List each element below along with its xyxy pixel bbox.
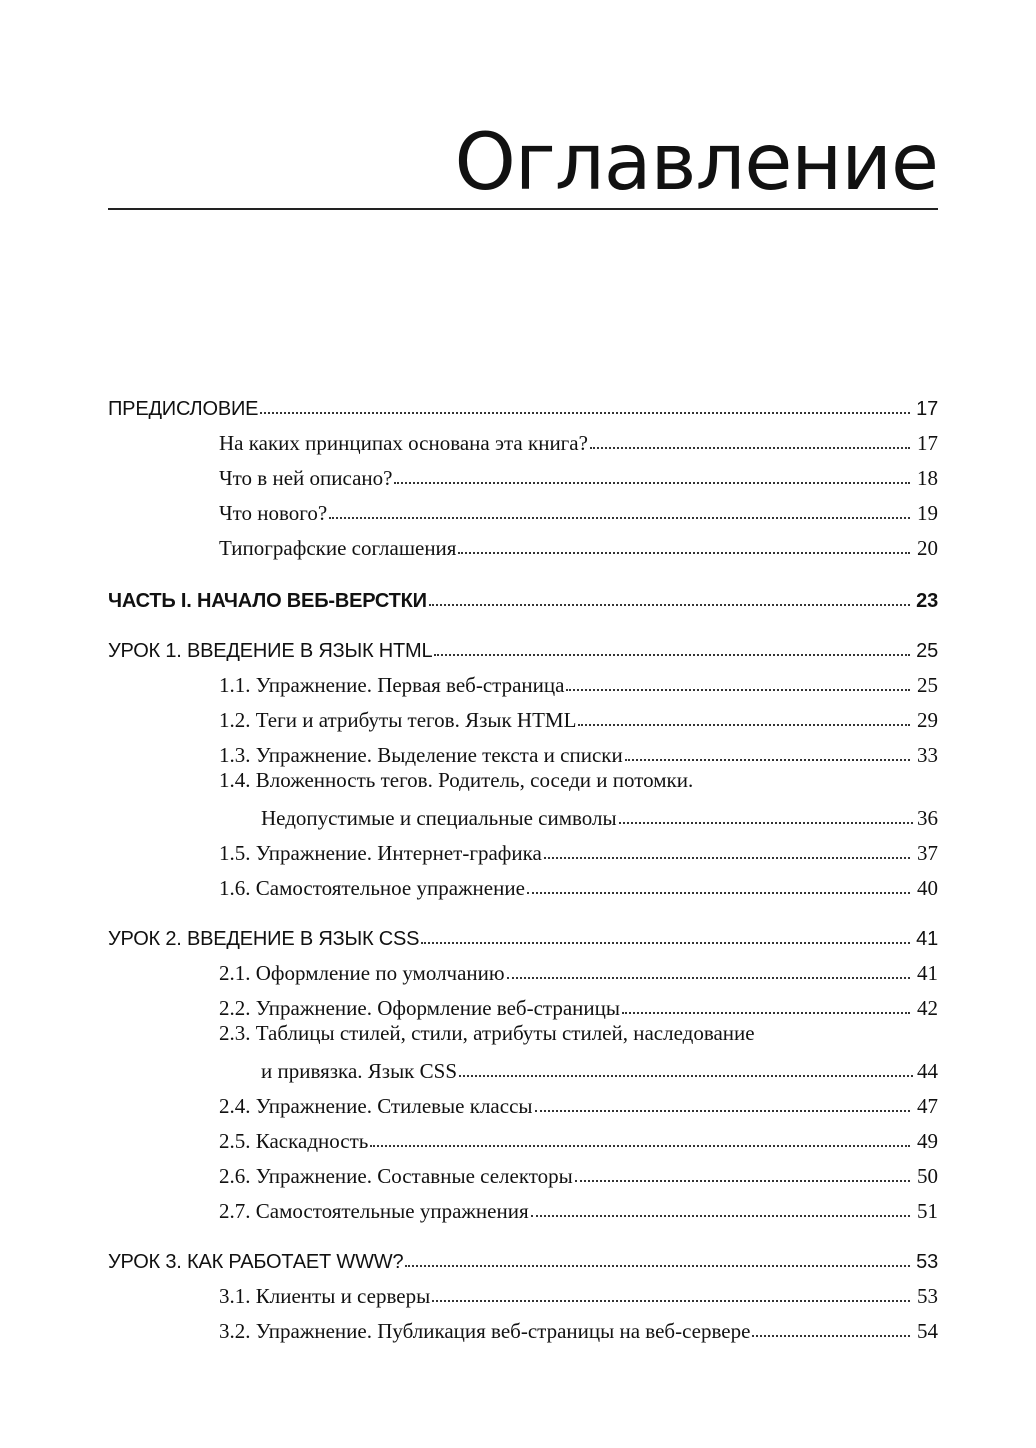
dot-leader — [622, 1012, 910, 1014]
toc-entry-label: 2.1. Оформление по умолчанию — [219, 961, 505, 985]
toc-page-number: 25 — [916, 640, 938, 662]
toc-subentry[interactable] — [108, 831, 938, 866]
dot-leader — [531, 1215, 910, 1217]
toc-subentry-multiline[interactable] — [108, 768, 938, 831]
dot-leader — [421, 942, 910, 944]
toc-entry-part-1[interactable] — [108, 578, 938, 613]
toc-subentry[interactable] — [108, 1084, 938, 1119]
toc-page-number: 41 — [916, 928, 938, 950]
toc-page-number: 53 — [916, 1251, 938, 1273]
toc-page-number: 25 — [917, 673, 938, 697]
dot-leader — [625, 759, 910, 761]
toc-subentry[interactable] — [108, 1274, 938, 1309]
dot-leader — [458, 552, 910, 554]
toc-page-number: 40 — [917, 876, 938, 900]
dot-leader — [329, 517, 910, 519]
dot-leader — [575, 1180, 910, 1182]
toc-subentry[interactable] — [108, 951, 938, 986]
toc-entry-label: Что нового? — [219, 501, 328, 525]
toc-subentry[interactable] — [108, 698, 938, 733]
toc-page-number: 42 — [917, 996, 938, 1020]
toc-entry-label: 1.2. Теги и атрибуты тегов. Язык HTML — [219, 708, 577, 732]
toc-entry-label: 2.4. Упражнение. Стилевые классы — [219, 1094, 533, 1118]
dot-leader — [429, 604, 910, 606]
page-title: Оглавление — [454, 118, 938, 208]
toc-page-number: 36 — [917, 806, 938, 830]
title-rule — [108, 208, 938, 210]
toc-subentry[interactable] — [108, 421, 938, 456]
toc-subentry-multiline[interactable] — [108, 1021, 938, 1084]
toc-entry-label: 2.3. Таблицы стилей, стили, атрибуты стилей, наследование — [219, 1021, 755, 1045]
dot-leader — [566, 689, 910, 691]
table-of-contents — [108, 386, 938, 1344]
dot-leader — [432, 1300, 910, 1302]
dot-leader — [405, 1265, 910, 1267]
toc-entry-label: УРОК 2. ВВЕДЕНИЕ В ЯЗЫК CSS — [108, 928, 420, 950]
toc-subentry[interactable] — [108, 1189, 938, 1224]
toc-page-number: 50 — [917, 1164, 938, 1188]
toc-subentry[interactable] — [108, 1119, 938, 1154]
dot-leader — [434, 654, 910, 656]
toc-entry-label: 1.6. Самостоятельное упражнение — [219, 876, 525, 900]
toc-subentry[interactable] — [108, 526, 938, 561]
dot-leader — [535, 1110, 911, 1112]
toc-entry-label: 2.2. Упражнение. Оформление веб-страницы — [219, 996, 620, 1020]
dot-leader — [459, 1075, 913, 1077]
toc-subentry[interactable] — [108, 986, 938, 1021]
toc-entry-label: 1.5. Упражнение. Интернет-графика — [219, 841, 542, 865]
toc-page-number: 29 — [917, 708, 938, 732]
toc-entry-lesson-1[interactable] — [108, 628, 938, 663]
toc-entry-label: 3.1. Клиенты и серверы — [219, 1284, 431, 1308]
toc-subentry[interactable] — [108, 733, 938, 768]
toc-entry-lesson-3[interactable] — [108, 1239, 938, 1274]
toc-entry-label: 1.1. Упражнение. Первая веб-страница — [219, 673, 565, 697]
toc-subentry[interactable] — [108, 1309, 938, 1344]
toc-entry-label: Типографские соглашения — [219, 536, 457, 560]
toc-entry-preface[interactable] — [108, 386, 938, 421]
toc-page-number: 20 — [917, 536, 938, 560]
toc-page-number: 54 — [917, 1319, 938, 1343]
toc-subentry[interactable] — [108, 1154, 938, 1189]
toc-entry-label: 1.3. Упражнение. Выделение текста и списки — [219, 743, 623, 767]
toc-entry-label-continued: Недопустимые и специальные символы — [261, 806, 617, 830]
toc-page-number: 23 — [916, 590, 938, 612]
toc-entry-label: УРОК 1. ВВЕДЕНИЕ В ЯЗЫК HTML — [108, 640, 433, 662]
dot-leader — [590, 447, 910, 449]
toc-page-number: 51 — [917, 1199, 938, 1223]
toc-entry-label: Что в ней описано? — [219, 466, 393, 490]
toc-page-number: 17 — [916, 398, 938, 420]
dot-leader — [527, 892, 910, 894]
toc-page-number: 44 — [917, 1059, 938, 1083]
toc-entry-label: 2.7. Самостоятельные упражнения — [219, 1199, 529, 1223]
toc-entry-label: ПРЕДИСЛОВИЕ — [108, 398, 259, 420]
toc-page-number: 49 — [917, 1129, 938, 1153]
dot-leader — [394, 482, 910, 484]
dot-leader — [752, 1335, 910, 1337]
dot-leader — [619, 822, 913, 824]
dot-leader — [260, 412, 910, 414]
toc-entry-label: На каких принципах основана эта книга? — [219, 431, 588, 455]
dot-leader — [544, 857, 910, 859]
toc-subentry[interactable] — [108, 456, 938, 491]
toc-entry-label: 1.4. Вложенность тегов. Родитель, соседи и потомки. — [219, 768, 694, 792]
toc-page-number: 18 — [917, 466, 938, 490]
toc-page-number: 19 — [917, 501, 938, 525]
dot-leader — [370, 1145, 910, 1147]
toc-entry-label: 3.2. Упражнение. Публикация веб-страницы на веб-сервере — [219, 1319, 751, 1343]
toc-subentry[interactable] — [108, 491, 938, 526]
toc-page-number: 47 — [917, 1094, 938, 1118]
toc-page-number: 33 — [917, 743, 938, 767]
dot-leader — [507, 977, 910, 979]
toc-entry-label: ЧАСТЬ I. НАЧАЛО ВЕБ-ВЕРСТКИ — [108, 590, 427, 612]
toc-page-number: 17 — [917, 431, 938, 455]
toc-subentry[interactable] — [108, 866, 938, 901]
toc-subentry[interactable] — [108, 663, 938, 698]
toc-page-number: 41 — [917, 961, 938, 985]
toc-entry-lesson-2[interactable] — [108, 916, 938, 951]
toc-entry-label: 2.5. Каскадность — [219, 1129, 369, 1153]
dot-leader — [578, 724, 910, 726]
toc-page-number: 53 — [917, 1284, 938, 1308]
toc-entry-label-continued: и привязка. Язык CSS — [261, 1059, 457, 1083]
toc-entry-label: УРОК 3. КАК РАБОТАЕТ WWW? — [108, 1251, 404, 1273]
toc-page-number: 37 — [917, 841, 938, 865]
toc-entry-label: 2.6. Упражнение. Составные селекторы — [219, 1164, 573, 1188]
